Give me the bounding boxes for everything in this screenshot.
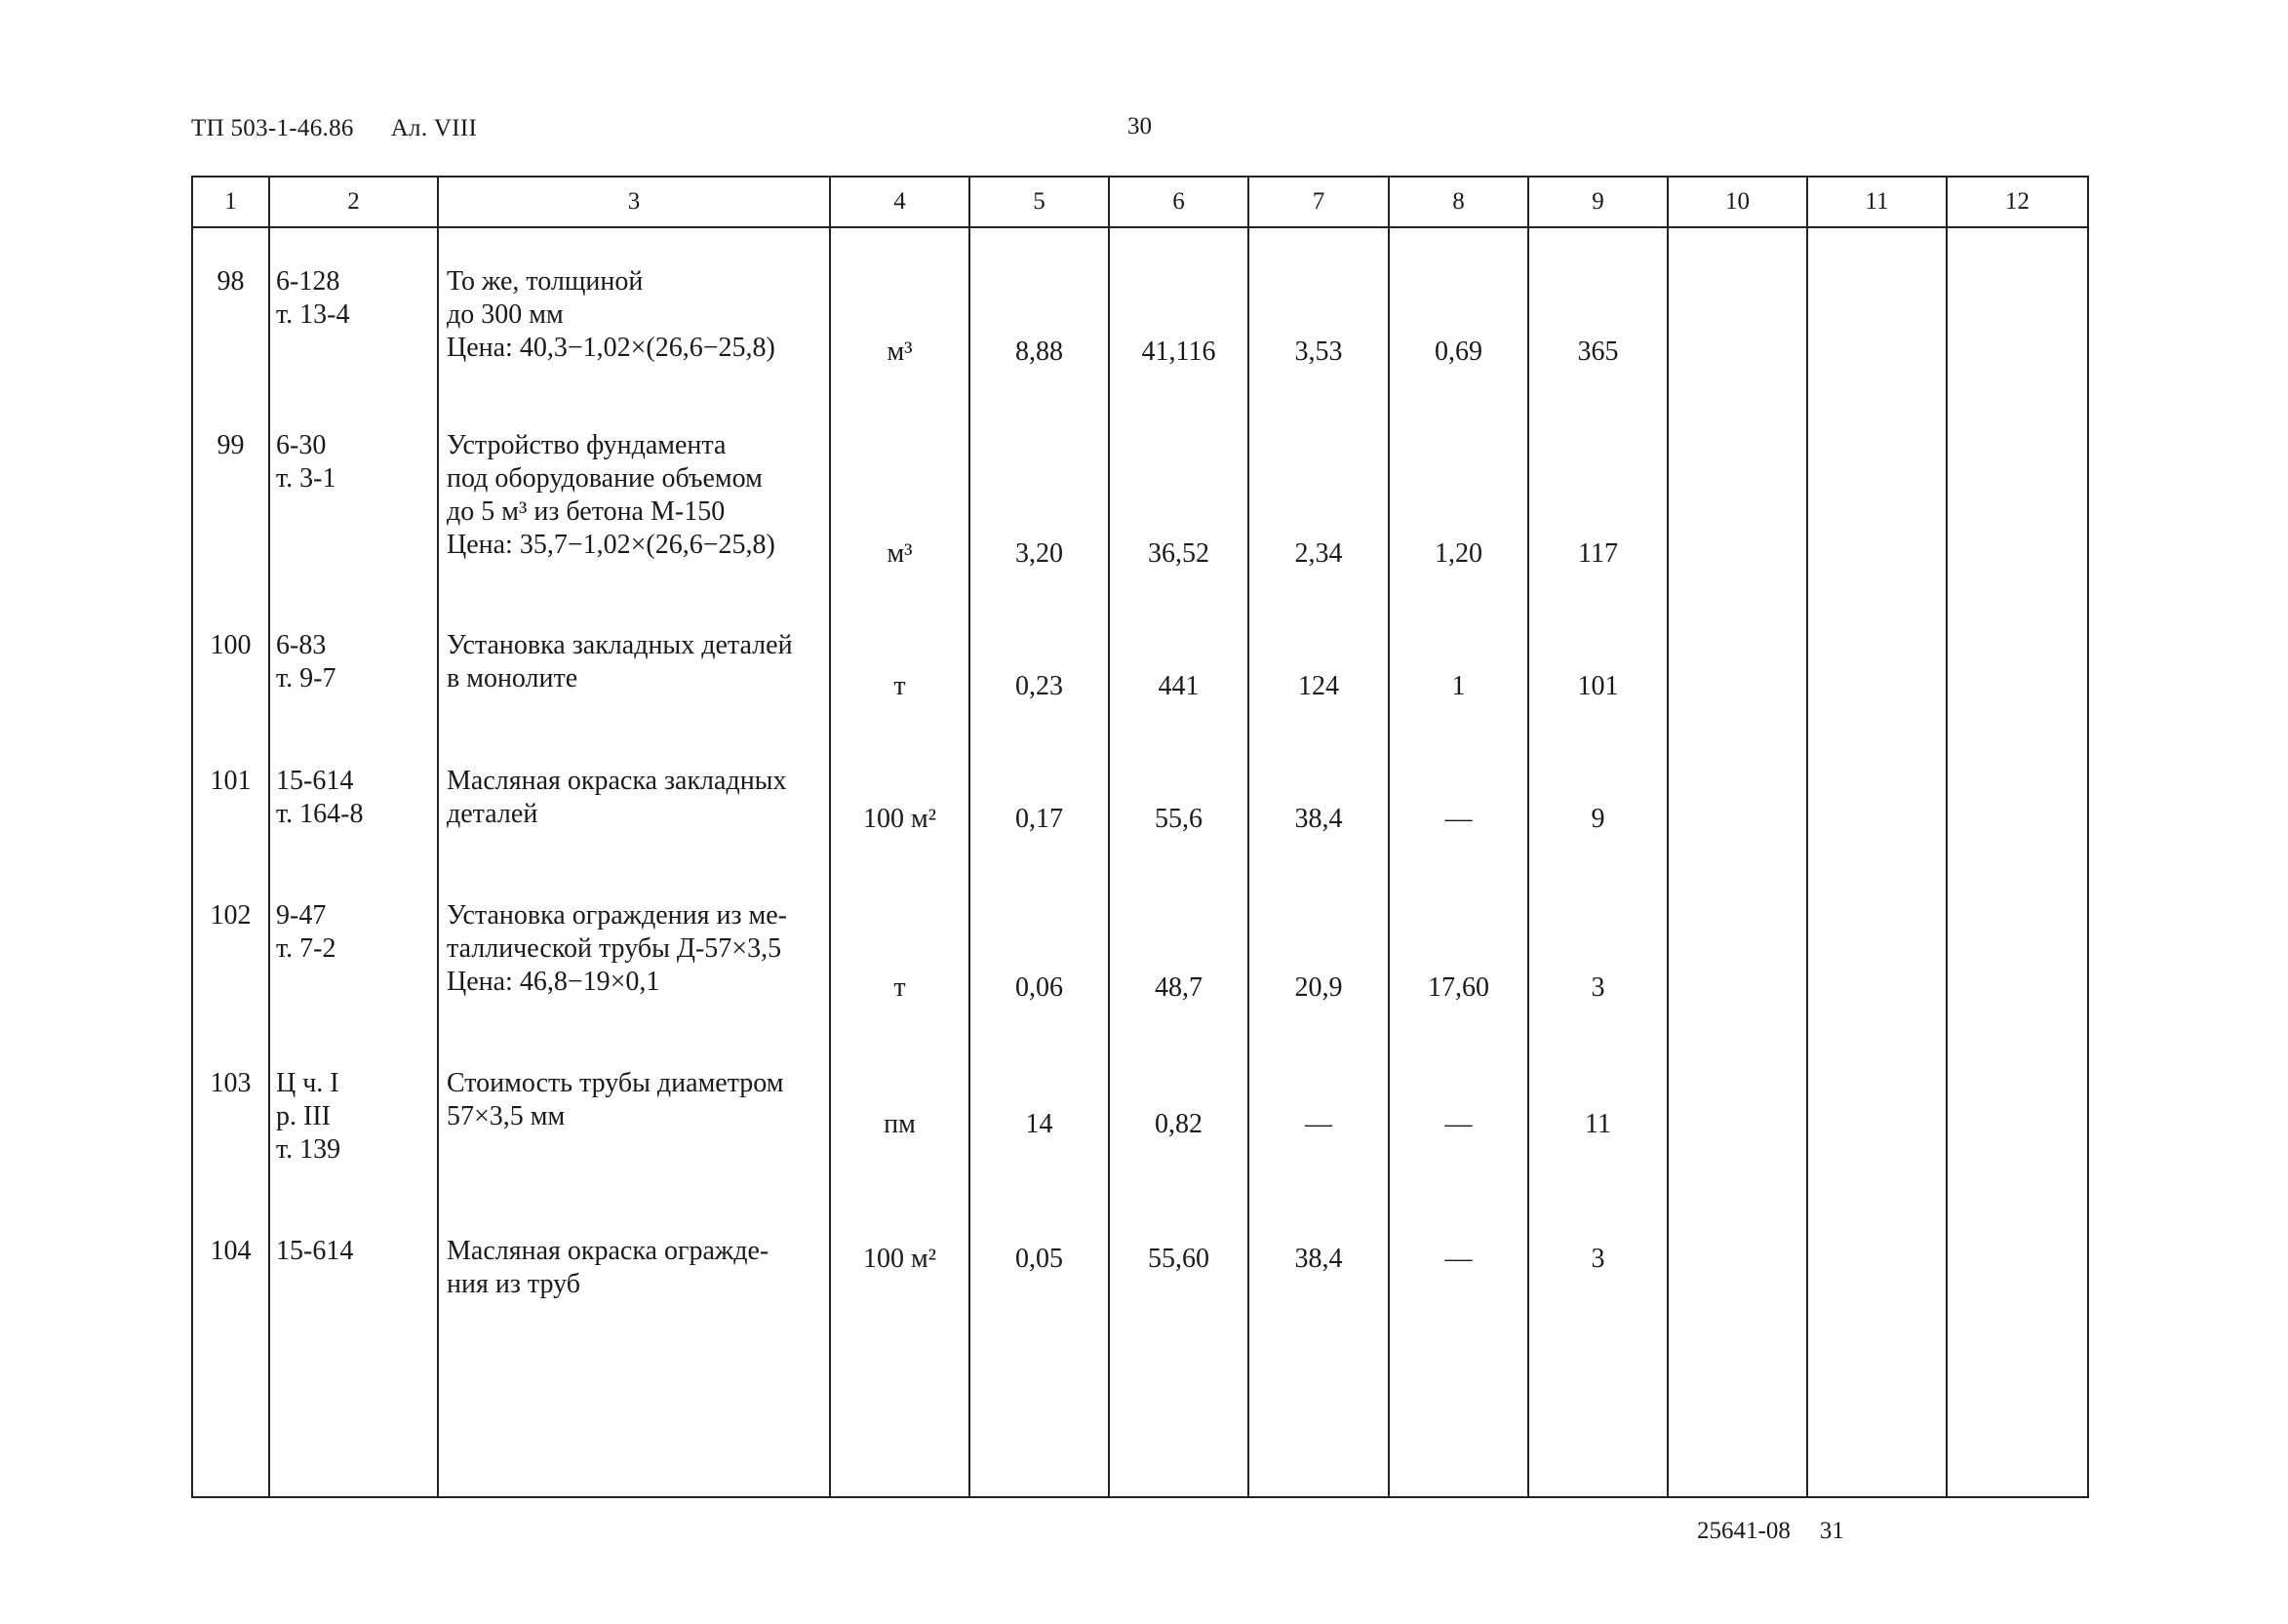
value-cell: 0,23 [969, 629, 1109, 764]
row-number: 101 [192, 765, 269, 899]
value-cell: 38,4 [1248, 765, 1389, 899]
norm-code-line: Ц ч. I [276, 1068, 339, 1099]
row-number: 98 [192, 227, 269, 429]
empty-cell [1947, 1067, 2088, 1235]
document-code-header [191, 115, 477, 142]
unit-cell: 100 м² [830, 1235, 969, 1497]
description-line: Масляная окраска огражде- [447, 1236, 769, 1267]
norm-code [269, 629, 438, 764]
value-cell: — [1389, 1067, 1528, 1235]
row-number: 104 [192, 1235, 269, 1497]
description-line: Установка закладных деталей [447, 630, 793, 661]
empty-cell [1668, 429, 1807, 629]
description-line: до 300 мм [447, 299, 564, 330]
value-cell: 14 [969, 1067, 1109, 1235]
column-header: 6 [1109, 177, 1248, 227]
empty-cell [1807, 1235, 1947, 1497]
value-cell: 365 [1528, 227, 1668, 429]
norm-code [269, 227, 438, 429]
empty-cell [1807, 429, 1947, 629]
description-line: Масляная окраска закладных [447, 765, 787, 796]
row-number: 100 [192, 629, 269, 764]
table-row [192, 227, 2088, 429]
work-description [438, 899, 830, 1067]
sheet-label: Ал. VIII [390, 115, 478, 141]
norm-code-line: т. 164-8 [276, 798, 364, 829]
column-header: 7 [1248, 177, 1389, 227]
description-line: Цена: 46,8−19×0,1 [447, 966, 660, 997]
row-number: 102 [192, 899, 269, 1067]
empty-cell [1947, 1235, 2088, 1497]
table-row [192, 765, 2088, 899]
description-line: Установка ограждения из ме- [447, 899, 788, 931]
description-line: Цена: 40,3−1,02×(26,6−25,8) [447, 333, 775, 363]
empty-cell [1668, 227, 1807, 429]
estimate-table-frame [191, 176, 2087, 1498]
value-cell: 124 [1248, 629, 1389, 764]
norm-code-line: 6-83 [276, 630, 327, 661]
value-cell: — [1248, 1067, 1389, 1235]
norm-code-line: т. 9-7 [276, 663, 336, 694]
value-cell: 101 [1528, 629, 1668, 764]
empty-cell [1807, 899, 1947, 1067]
norm-code-line: 6-128 [276, 266, 340, 297]
doc-code: ТП 503-1-46.86 [191, 115, 354, 141]
table-row [192, 429, 2088, 629]
value-cell: 8,88 [969, 227, 1109, 429]
column-header: 11 [1807, 177, 1947, 227]
empty-cell [1668, 765, 1807, 899]
description-line: в монолите [447, 663, 578, 694]
empty-cell [1947, 227, 2088, 429]
row-number: 99 [192, 429, 269, 629]
value-cell: 0,06 [969, 899, 1109, 1067]
description-line: таллической трубы Д-57×3,5 [447, 932, 782, 964]
column-header: 5 [969, 177, 1109, 227]
description-line: То же, толщиной [447, 266, 644, 297]
empty-cell [1947, 765, 2088, 899]
unit-cell: т [830, 899, 969, 1067]
unit-cell: 100 м² [830, 765, 969, 899]
value-cell: 38,4 [1248, 1235, 1389, 1497]
value-cell: 55,60 [1109, 1235, 1248, 1497]
empty-cell [1668, 1067, 1807, 1235]
norm-code-line: 9-47 [276, 899, 327, 931]
column-header: 9 [1528, 177, 1668, 227]
column-header: 4 [830, 177, 969, 227]
norm-code [269, 899, 438, 1067]
page-number: 30 [1127, 113, 1152, 139]
page-footer [1697, 1518, 1844, 1545]
value-cell: 41,116 [1109, 227, 1248, 429]
empty-cell [1807, 227, 1947, 429]
norm-code-line: 6-30 [276, 430, 327, 461]
norm-code [269, 429, 438, 629]
empty-cell [1947, 629, 2088, 764]
value-cell: 0,05 [969, 1235, 1109, 1497]
column-number-row [192, 177, 2088, 227]
archive-number: 25641-08 [1697, 1518, 1791, 1544]
column-header: 3 [438, 177, 830, 227]
table-row [192, 629, 2088, 764]
work-description [438, 429, 830, 629]
norm-code [269, 1235, 438, 1497]
empty-cell [1668, 899, 1807, 1067]
norm-code [269, 1067, 438, 1235]
value-cell: 17,60 [1389, 899, 1528, 1067]
value-cell: 20,9 [1248, 899, 1389, 1067]
empty-cell [1807, 1067, 1947, 1235]
unit-cell: т [830, 629, 969, 764]
norm-code-line: 15-614 [276, 765, 354, 796]
description-line: деталей [447, 798, 538, 829]
empty-cell [1807, 765, 1947, 899]
description-line: до 5 м³ из бетона М-150 [447, 496, 726, 528]
value-cell: 55,6 [1109, 765, 1248, 899]
norm-code [269, 765, 438, 899]
norm-code-line: т. 7-2 [276, 932, 336, 964]
value-cell: 0,17 [969, 765, 1109, 899]
unit-cell: м³ [830, 227, 969, 429]
empty-cell [1668, 629, 1807, 764]
row-number: 103 [192, 1067, 269, 1235]
empty-cell [1668, 1235, 1807, 1497]
unit-cell: м³ [830, 429, 969, 629]
table-row [192, 1235, 2088, 1497]
description-line: Стоимость трубы диаметром [447, 1068, 784, 1099]
value-cell: 11 [1528, 1067, 1668, 1235]
column-header: 12 [1947, 177, 2088, 227]
norm-code-line: т. 13-4 [276, 299, 350, 330]
unit-cell: пм [830, 1067, 969, 1235]
footer-page-number: 31 [1819, 1518, 1844, 1544]
work-description [438, 1235, 830, 1497]
value-cell: — [1389, 1235, 1528, 1497]
value-cell: 9 [1528, 765, 1668, 899]
value-cell: 2,34 [1248, 429, 1389, 629]
work-description [438, 227, 830, 429]
description-line: под оборудование объемом [447, 463, 763, 495]
column-header: 10 [1668, 177, 1807, 227]
column-header: 2 [269, 177, 438, 227]
value-cell: 1,20 [1389, 429, 1528, 629]
value-cell: 3 [1528, 899, 1668, 1067]
value-cell: 0,82 [1109, 1067, 1248, 1235]
value-cell: 36,52 [1109, 429, 1248, 629]
value-cell: 0,69 [1389, 227, 1528, 429]
norm-code-line: т. 139 [276, 1134, 341, 1166]
value-cell: 48,7 [1109, 899, 1248, 1067]
description-line: Цена: 35,7−1,02×(26,6−25,8) [447, 530, 775, 561]
value-cell: 117 [1528, 429, 1668, 629]
value-cell: 3,53 [1248, 227, 1389, 429]
value-cell: 441 [1109, 629, 1248, 764]
norm-code-line: 15-614 [276, 1236, 354, 1267]
work-description [438, 1067, 830, 1235]
norm-code-line: р. III [276, 1101, 331, 1132]
description-line: ния из труб [447, 1269, 580, 1300]
empty-cell [1947, 429, 2088, 629]
description-line: Устройство фундамента [447, 430, 727, 461]
estimate-table [191, 176, 2089, 1498]
norm-code-line: т. 3-1 [276, 463, 336, 495]
column-header: 1 [192, 177, 269, 227]
value-cell: 3,20 [969, 429, 1109, 629]
value-cell: — [1389, 765, 1528, 899]
value-cell: 3 [1528, 1235, 1668, 1497]
column-header: 8 [1389, 177, 1528, 227]
description-line: 57×3,5 мм [447, 1101, 566, 1132]
value-cell: 1 [1389, 629, 1528, 764]
work-description [438, 629, 830, 764]
empty-cell [1807, 629, 1947, 764]
work-description [438, 765, 830, 899]
table-row [192, 1067, 2088, 1235]
empty-cell [1947, 899, 2088, 1067]
table-row [192, 899, 2088, 1067]
